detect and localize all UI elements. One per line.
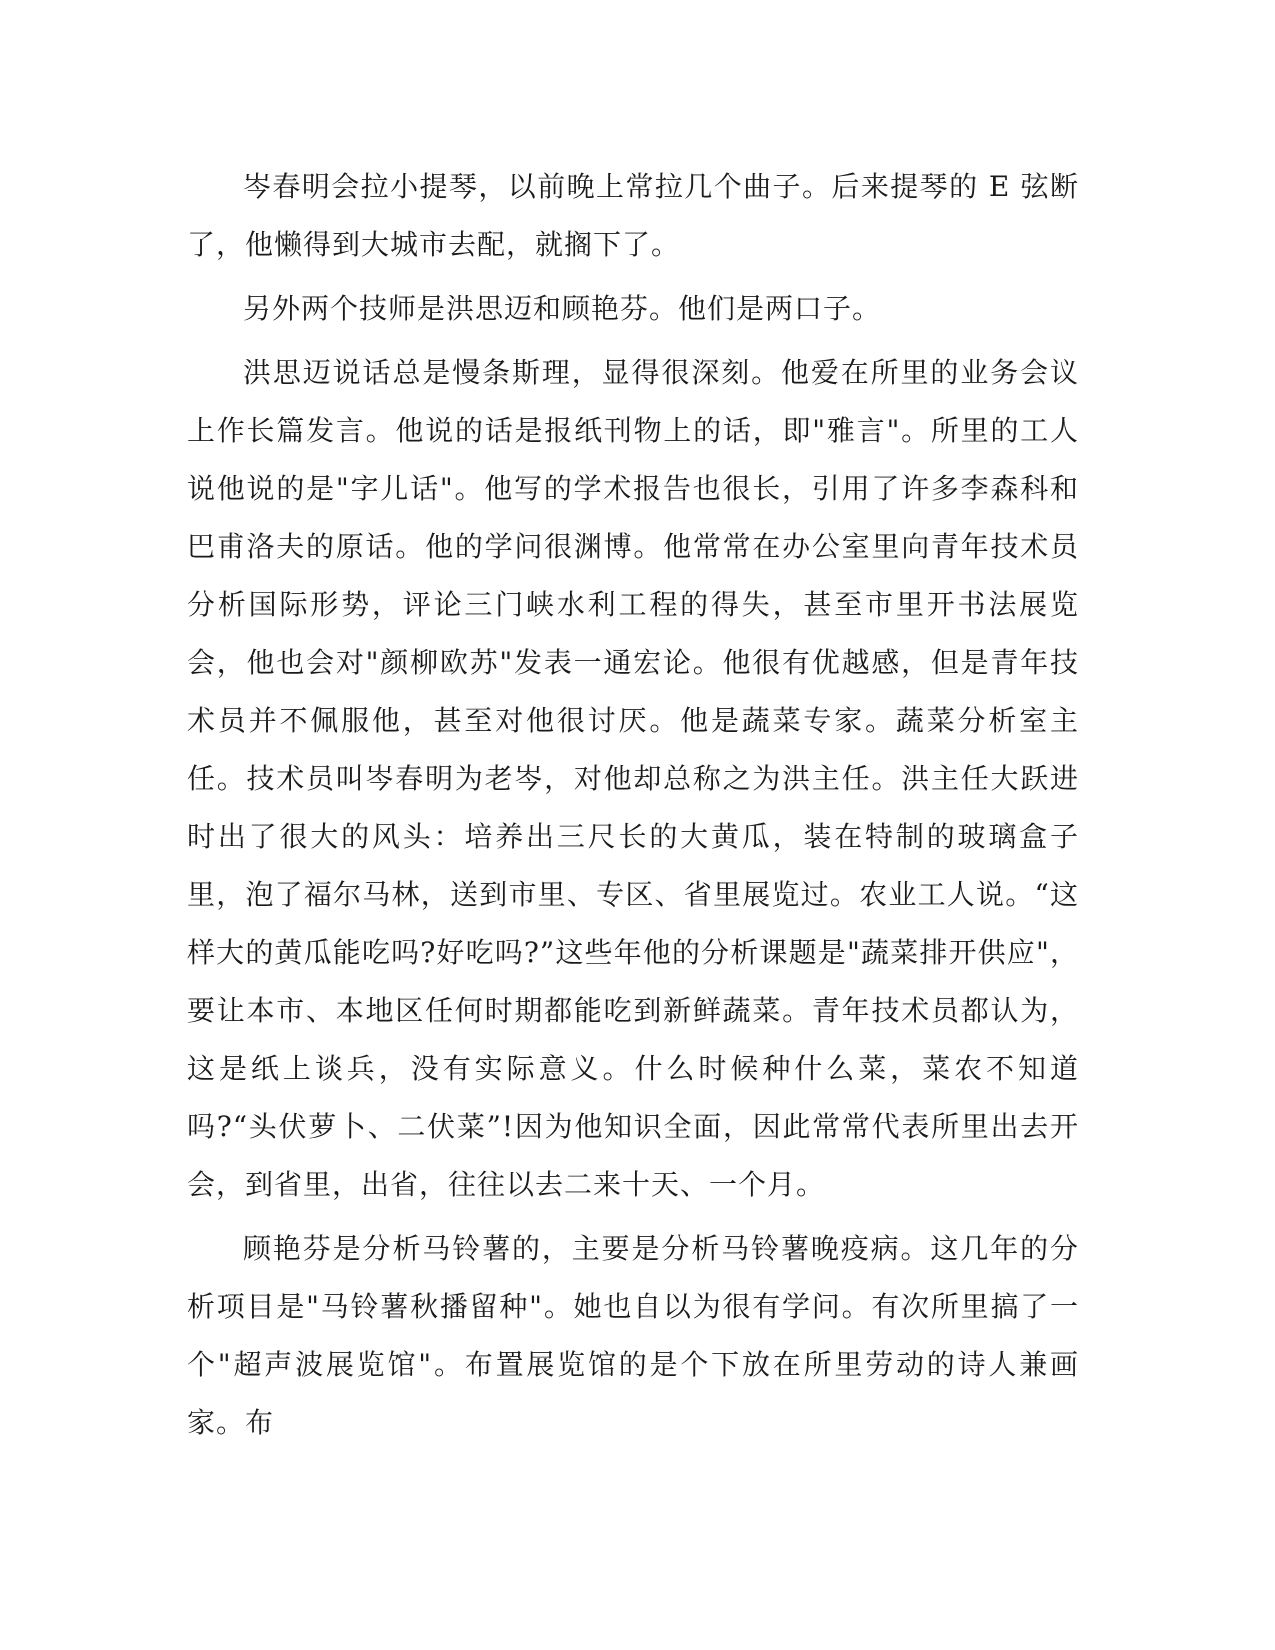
paragraph-violin: 岑春明会拉小提琴，以前晚上常拉几个曲子。后来提琴的 E 弦断了，他懒得到大城市去配，就搁下了。 xyxy=(187,170,1079,261)
paragraph-gu-yanfen: 顾艳芬是分析马铃薯的，主要是分析马铃薯晚疫病。这几年的分析项目是"马铃薯秋播留种"。她也自以为很有学问。有次所里搞了一个"超声波展览馆"。布置展览馆的是个下放在所里劳动的诗人兼画家。布 xyxy=(187,1232,1079,1439)
body-text xyxy=(187,158,1079,1458)
paragraph-technicians: 另外两个技师是洪思迈和顾艳芬。他们是两口子。 xyxy=(243,292,882,325)
paragraph-hong-simai: 洪思迈说话总是慢条斯理，显得很深刻。他爱在所里的业务会议上作长篇发言。他说的话是报纸刊物上的话，即"雅言"。所里的工人说他说的是"字儿话"。他写的学术报告也很长，引用了许多李森科和巴甫洛夫的原话。他的学问很渊博。他常常在办公室里向青年技术员分析国际形势，评论三门峡水利工程的得失，甚至市里开书法展览会，他也会对"颜柳欧苏"发表一通宏论。他很有优越感，但是青年技术员并不佩服他，甚至对他很讨厌。他是蔬菜专家。蔬菜分析室主任。技术员叫岑春明为老岑，对他却总称之为洪主任。洪主任大跃进时出了很大的风头：培养出三尺长的大黄瓜，装在特制的玻璃盒子里，泡了福尔马林，送到市里、专区、省里展览过。农业工人说。“这样大的黄瓜能吃吗?好吃吗?”这些年他的分析课题是"蔬菜排开供应"，要让本市、本地区任何时期都能吃到新鲜蔬菜。青年技术员都认为，这是纸上谈兵，没有实际意义。什么时候种什么菜，菜农不知道吗?“头伏萝卜、二伏菜”!因为他知识全面，因此常常代表所里出去开会，到省里，出省，往往以去二来十天、一个月。 xyxy=(187,356,1079,1201)
